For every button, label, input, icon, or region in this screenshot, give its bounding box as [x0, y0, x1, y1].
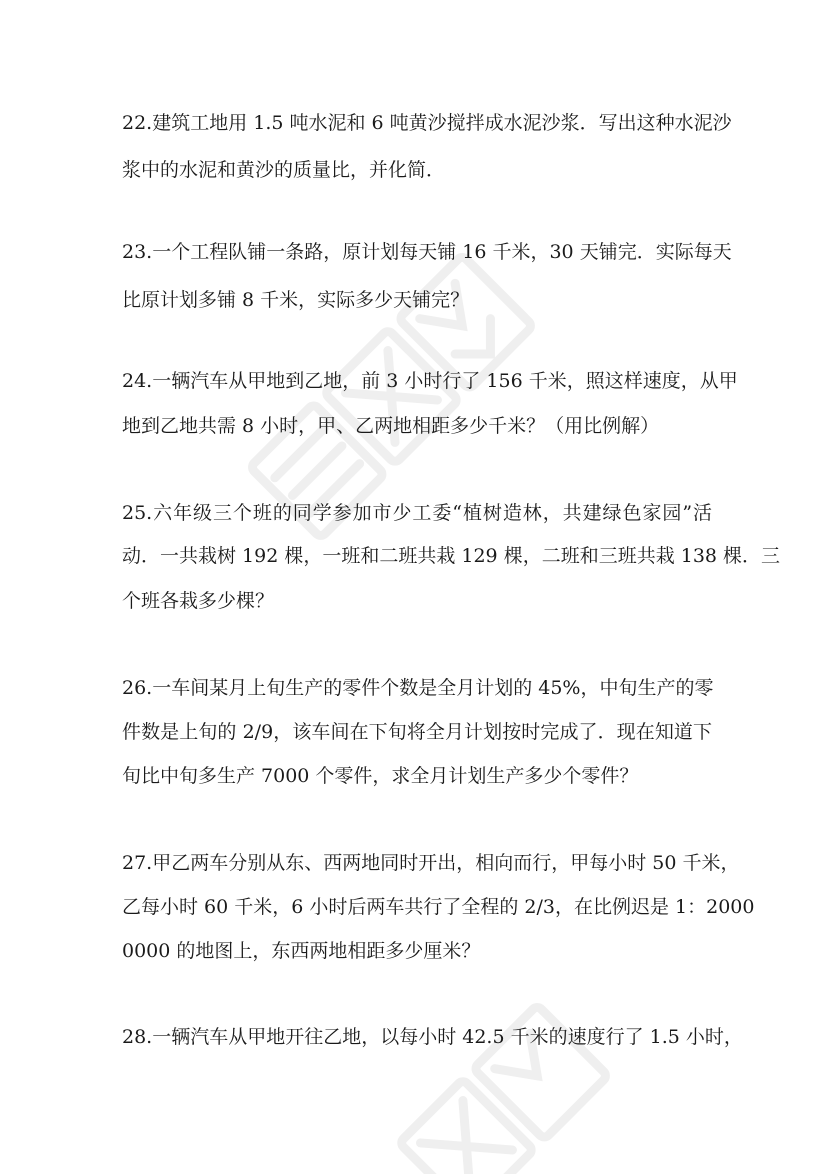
problem-line: 26.一车间某月上旬生产的零件个数是全月计划的 45%，中旬生产的零: [122, 677, 714, 699]
problem-line: 件数是上旬的 2/9，该车间在下旬将全月计划按时完成了．现在知道下: [122, 721, 712, 743]
problem-line: 比原计划多铺 8 千米，实际多少天铺完？: [122, 289, 470, 311]
problem-line: 28.一辆汽车从甲地开往乙地，以每小时 42.5 千米的速度行了 1.5 小时，: [122, 1026, 743, 1048]
problem-line: 23.一个工程队铺一条路，原计划每天铺 16 千米，30 天铺完．实际每天: [122, 241, 732, 263]
problem-line: 个班各栽多少棵？: [122, 590, 275, 612]
problem-line: 浆中的水泥和黄沙的质量比，并化简．: [122, 159, 446, 181]
problem-line: 25.六年级三个班的同学参加市少工委“植树造林，共建绿色家园”活: [122, 502, 712, 524]
problem-line: 旬比中旬多生产 7000 个零件，求全月计划生产多少个零件？: [122, 765, 639, 787]
problem-line: 24.一辆汽车从甲地到乙地，前 3 小时行了 156 千米，照这样速度，从甲: [122, 370, 738, 392]
problem-line: 地到乙地共需 8 小时，甲、乙两地相距多少千米？（用比例解）: [122, 415, 660, 437]
problem-line: 22.建筑工地用 1.5 吨水泥和 6 吨黄沙搅拌成水泥沙浆．写出这种水泥沙: [122, 112, 732, 134]
problem-line: 0000 的地图上，东西两地相距多少厘米？: [122, 940, 481, 962]
problem-line: 动．一共栽树 192 棵，一班和二班共栽 129 棵，二班和三班共栽 138 棵．三: [122, 545, 781, 567]
problem-line: 乙每小时 60 千米，6 小时后两车共行了全程的 2/3，在比例迟是 1：2000: [122, 896, 755, 918]
problem-line: 27.甲乙两车分别从东、西两地同时开出，相向而行，甲每小时 50 千米，: [122, 852, 740, 874]
